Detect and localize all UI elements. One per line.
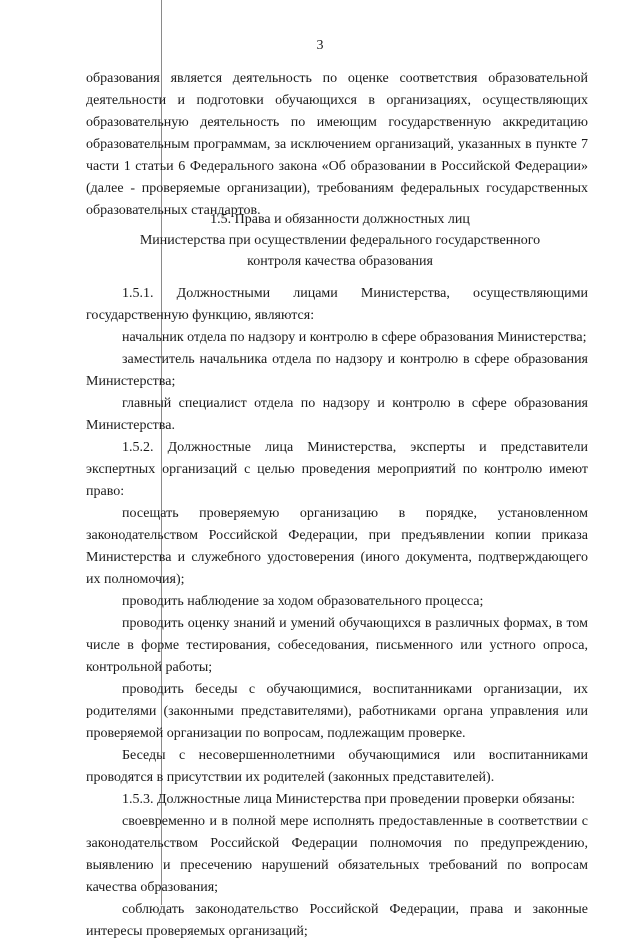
intro-paragraph: образования является деятельность по оценке соответствия образовательной деятельности и подготовки обучающихся в организациях, осуществляющих образовательную деятельность по имеющим государственную аккредитацию образовательным программам, за исключением организаций, указанных в пункте 7 части 1 статьи 6 Федерального закона «Об образовании в Российской Федерации» (далее - проверяемые организации), требованиям федеральных государственных образовательных стандартов. [86, 71, 588, 218]
intro-block [86, 68, 588, 222]
page-number: 3 [316, 38, 324, 53]
list-item-duty: соблюдать законодательство Российской Федерации, права и законные интересы проверяемых организаций; [86, 902, 588, 939]
paragraph-1-5-2: 1.5.2. Должностные лица Министерства, эксперты и представители экспертных организаций с целью проведения мероприятий по контролю имеют право: [86, 440, 588, 499]
section-heading [60, 209, 620, 272]
list-item-official: главный специалист отдела по надзору и контролю в сфере образования Министерства. [86, 396, 588, 433]
list-item-official: заместитель начальника отдела по надзору и контролю в сфере образования Министерства; [86, 352, 588, 389]
section-body [86, 283, 588, 943]
paragraph-1-5-3: 1.5.3. Должностные лица Министерства при проведении проверки обязаны: [122, 792, 576, 807]
list-item-right: проводить наблюдение за ходом образовательного процесса; [122, 594, 484, 609]
section-heading-line-1: 1.5. Права и обязанности должностных лиц [210, 212, 470, 227]
paragraph-1-5-1: 1.5.1. Должностными лицами Министерства, осуществляющими государственную функцию, являются: [86, 286, 588, 323]
section-heading-line-2: Министерства при осуществлении федерального государственного [139, 233, 541, 248]
list-item-right: проводить оценку знаний и умений обучающихся в различных формах, в том числе в форме тестирования, собеседования, письменного или устного опроса, контрольной работы; [86, 616, 588, 675]
list-item-duty: своевременно и в полной мере исполнять предоставленные в соответствии с законодательством Российской Федерации полномочия по предупреждению, выявлению и пресечению нарушений обязательных требований по вопросам качества образования; [86, 814, 588, 895]
paragraph-conversations: Беседы с несовершеннолетними обучающимися или воспитанниками проводятся в присутствии их родителей (законных представителей). [86, 748, 588, 785]
list-item-right: посещать проверяемую организацию в порядке, установленном законодательством Российской Федерации, при предъявлении копии приказа Министерства и служебного удостоверения (иного документа, подтверждающего их полномочия); [86, 506, 588, 587]
list-item-right: проводить беседы с обучающимися, воспитанниками организации, их родителями (законными представителями), работниками органа управления или проверяемой организации по вопросам, подлежащим проверке. [86, 682, 588, 741]
list-item-official: начальник отдела по надзору и контролю в сфере образования Министерства; [122, 330, 587, 345]
section-heading-line-3: контроля качества образования [247, 254, 433, 269]
